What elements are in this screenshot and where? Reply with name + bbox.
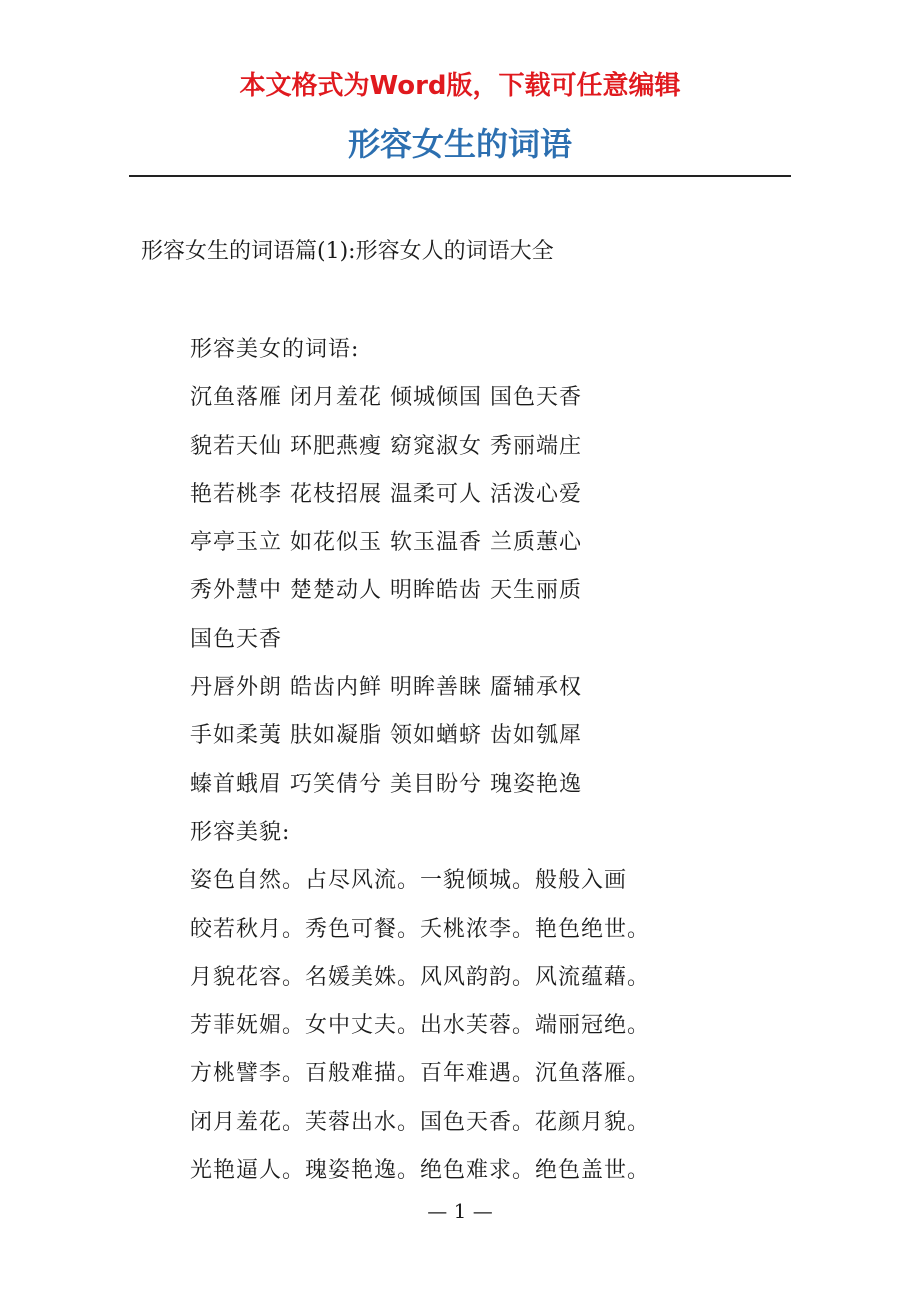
text-line: 闭月羞花。芙蓉出水。国色天香。花颜月貌。 [190,1109,651,1135]
format-notice: 本文格式为Word版，下载可任意编辑 [239,71,681,101]
section-title: 形容女生的词语篇(1):形容女人的词语大全 [141,239,554,264]
page-number: — 1 — [427,1199,493,1223]
text-line: 手如柔荑 肤如凝脂 领如蝤蛴 齿如瓠犀 [190,723,582,749]
text-line: 芳菲妩媚。女中丈夫。出水芙蓉。端丽冠绝。 [190,1013,651,1039]
text-line: 姿色自然。占尽风流。一貌倾城。般般入画 [190,868,628,894]
text-line: 丹唇外朗 皓齿内鲜 明眸善睐 靥辅承权 [190,675,582,701]
text-line: 貌若天仙 环肥燕瘦 窈窕淑女 秀丽端庄 [190,433,582,459]
body-text [190,332,730,1201]
text-line: 国色天香 [190,626,283,652]
title-divider [129,175,791,177]
text-line: 月貌花容。名媛美姝。风风韵韵。风流蕴藉。 [190,964,651,990]
text-line: 艳若桃李 花枝招展 温柔可人 活泼心爱 [190,481,582,507]
text-line: 沉鱼落雁 闭月羞花 倾城倾国 国色天香 [190,385,582,411]
text-line: 螓首蛾眉 巧笑倩兮 美目盼兮 瑰姿艳逸 [190,771,582,797]
text-line: 形容美女的词语: [190,337,360,362]
text-line: 光艳逼人。瑰姿艳逸。绝色难求。绝色盖世。 [190,1158,651,1184]
text-line: 形容美貌: [190,819,291,845]
document-title: 形容女生的词语 [347,125,572,163]
text-line: 方桃譬李。百般难描。百年难遇。沉鱼落雁。 [190,1061,651,1087]
text-line: 亭亭玉立 如花似玉 软玉温香 兰质蕙心 [190,530,582,556]
text-line: 皎若秋月。秀色可餐。夭桃浓李。艳色绝世。 [190,916,651,942]
text-line: 秀外慧中 楚楚动人 明眸皓齿 天生丽质 [190,578,582,604]
